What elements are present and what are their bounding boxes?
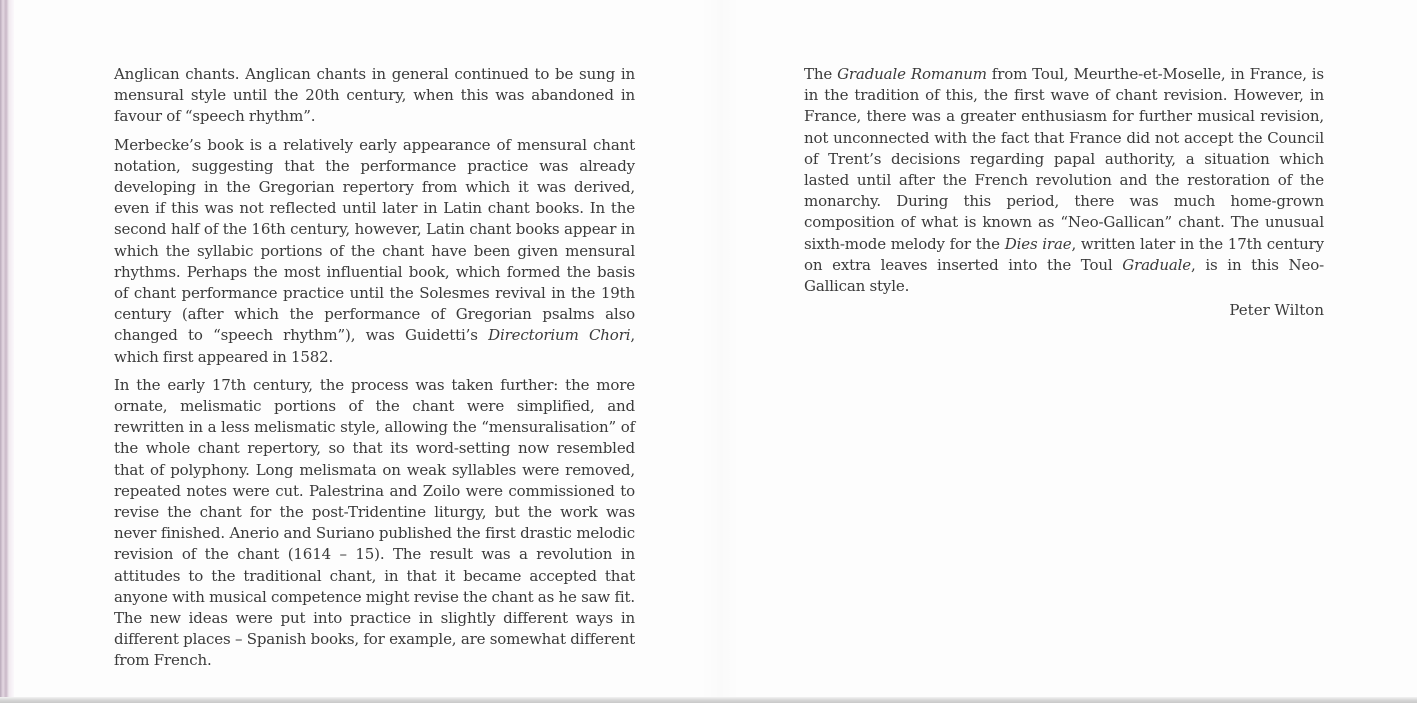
text-segment: In the early 17th century, the process was taken further: the more ornate, melismatic portions of the chant were simplified, and rewritten in a less melismatic style, allowing the “mensuralisation” of the whole chant repertory, so that its word-setting now resembled that of polyphony. Long melismata on weak syllables were removed, repeated notes were cut. Palestrina and Zoilo were commissioned to revise the chant for the post-Tridentine liturgy, but the work was never finished. Anerio and Suriano published the first drastic melodic revision of the chant (1614 – 15). The result was a revolution in attitudes to the traditional chant, in that it became accepted that anyone with musical competence might revise the chant as he saw fit. The new ideas were put into practice in slightly different ways in different places – Spanish books, for example, are somewhat different from French. xyxy=(114,375,635,670)
text-segment: Anglican chants. Anglican chants in general continued to be sung in mensural style until the 20th century, when this was abandoned in favour of “speech rhythm”. xyxy=(114,65,635,126)
paragraph xyxy=(114,135,635,368)
text-segment: from Toul, Meurthe-et-Moselle, in France, is in the tradition of this, the first wave of chant revision. However, in France, there was a greater enthusiasm for further musical revision, not unconnected with the fact that France did not accept the Council of Trent’s decisions regarding papal authority, a situation which lasted until after the French revolution and the restoration of the monarchy. During this period, there was much home-grown composition of what is known as “Neo-Gallican” chant. The unusual sixth-mode melody for the xyxy=(804,65,1324,253)
right-page xyxy=(804,64,1324,321)
italic-title: Graduale Romanum xyxy=(837,65,987,83)
page-edge-bottom xyxy=(0,697,1417,703)
page-edge-left xyxy=(0,0,14,703)
italic-title: Graduale xyxy=(1122,255,1192,274)
paragraph xyxy=(114,375,635,672)
text-segment: Merbecke’s book is a relatively early appearance of mensural chant notation, suggesting that the performance practice was already developing in the Gregorian repertory from which it was derived, even if this was not reflected until later in Latin chant books. In the second half of the 16th century, however, Latin chant books appear in which the syllabic portions of the chant have been given mensural rhythms. Perhaps the most influential book, which formed the basis of chant performance practice until the Solesmes revival in the 19th century (after which the performance of Gregorian psalms also changed to “speech rhythm”), was Guidetti’s xyxy=(114,135,635,345)
paragraph xyxy=(804,64,1324,297)
text-segment: , which first appeared in 1582. xyxy=(114,326,635,366)
left-page xyxy=(114,64,635,679)
italic-title: Directorium Chori xyxy=(488,326,631,345)
author-signature: Peter Wilton xyxy=(1229,301,1324,320)
paragraph xyxy=(114,64,635,128)
italic-title: Dies irae xyxy=(1004,234,1072,253)
text-segment: , is in this Neo-Gallican style. xyxy=(804,255,1324,296)
text-segment: The xyxy=(804,65,838,83)
book-gutter xyxy=(700,0,740,697)
text-segment: , written later in the 17th century on extra leaves inserted into the Toul xyxy=(804,234,1324,274)
